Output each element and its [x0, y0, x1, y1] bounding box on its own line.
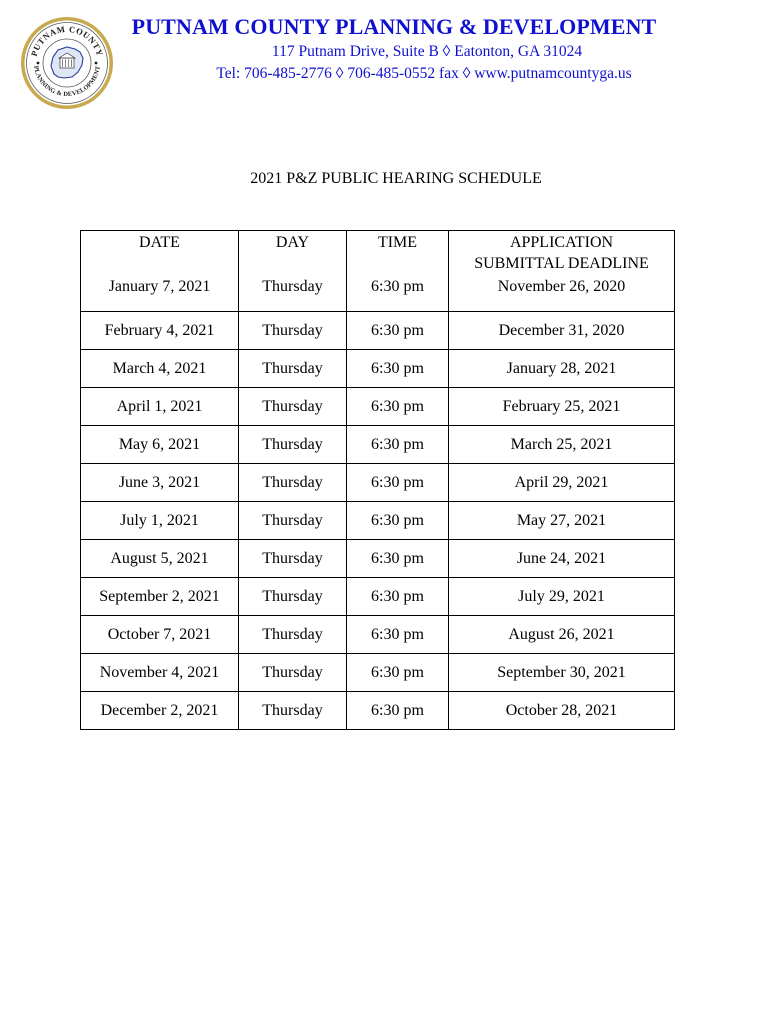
- organization-title: PUTNAM COUNTY PLANNING & DEVELOPMENT: [131, 14, 657, 39]
- hearing-time-cell: 6:30 pm: [347, 616, 449, 654]
- table-row: [81, 312, 675, 350]
- column-header-deadline-line1: APPLICATION: [509, 234, 614, 251]
- table-row: [81, 578, 675, 616]
- submittal-deadline-cell: September 30, 2021: [449, 654, 675, 692]
- hearing-date-cell: May 6, 2021: [81, 426, 239, 464]
- submittal-deadline-cell: June 24, 2021: [449, 540, 675, 578]
- organization-contact: Tel: 706-485-2776 ◊ 706-485-0552 fax ◊ www.putnamcountyga.us: [216, 65, 632, 82]
- hearing-date-cell: March 4, 2021: [81, 350, 239, 388]
- hearing-time-cell: 6:30 pm: [347, 388, 449, 426]
- document-title: 2021 P&Z PUBLIC HEARING SCHEDULE: [250, 170, 542, 187]
- submittal-deadline-cell: December 31, 2020: [449, 312, 675, 350]
- submittal-deadline-cell: January 28, 2021: [449, 350, 675, 388]
- hearing-date-cell: April 1, 2021: [81, 388, 239, 426]
- hearing-date-cell: November 4, 2021: [81, 654, 239, 692]
- hearing-day-cell: Thursday: [239, 276, 347, 312]
- hearing-time-cell: 6:30 pm: [347, 654, 449, 692]
- hearing-time-cell: 6:30 pm: [347, 502, 449, 540]
- submittal-deadline-cell: March 25, 2021: [449, 426, 675, 464]
- hearing-day-cell: Thursday: [239, 578, 347, 616]
- hearing-date-cell: October 7, 2021: [81, 616, 239, 654]
- column-header-deadline: [449, 231, 675, 277]
- hearing-time-cell: 6:30 pm: [347, 578, 449, 616]
- hearing-day-cell: Thursday: [239, 464, 347, 502]
- hearing-schedule-table: [80, 230, 675, 730]
- table-row: [81, 388, 675, 426]
- column-header-deadline-line2: SUBMITTAL DEADLINE: [474, 255, 649, 272]
- table-row: [81, 616, 675, 654]
- hearing-time-cell: 6:30 pm: [347, 426, 449, 464]
- hearing-time-cell: 6:30 pm: [347, 312, 449, 350]
- table-row: [81, 654, 675, 692]
- table-row: [81, 692, 675, 730]
- table-row: [81, 426, 675, 464]
- submittal-deadline-cell: August 26, 2021: [449, 616, 675, 654]
- submittal-deadline-cell: April 29, 2021: [449, 464, 675, 502]
- hearing-day-cell: Thursday: [239, 312, 347, 350]
- table-row: [81, 502, 675, 540]
- svg-text:PLANNING & DEVELOPMENT: PLANNING & DEVELOPMENT: [32, 65, 102, 99]
- hearing-date-cell: July 1, 2021: [81, 502, 239, 540]
- column-header-time: TIME: [347, 231, 449, 277]
- hearing-day-cell: Thursday: [239, 426, 347, 464]
- hearing-time-cell: 6:30 pm: [347, 540, 449, 578]
- column-header-day: DAY: [239, 231, 347, 277]
- hearing-day-cell: Thursday: [239, 616, 347, 654]
- hearing-date-cell: January 7, 2021: [81, 276, 239, 312]
- hearing-time-cell: 6:30 pm: [347, 276, 449, 312]
- table-row: [81, 540, 675, 578]
- submittal-deadline-cell: October 28, 2021: [449, 692, 675, 730]
- hearing-day-cell: Thursday: [239, 388, 347, 426]
- table-row: [81, 464, 675, 502]
- table-row: [81, 276, 675, 312]
- submittal-deadline-cell: July 29, 2021: [449, 578, 675, 616]
- hearing-day-cell: Thursday: [239, 692, 347, 730]
- submittal-deadline-cell: May 27, 2021: [449, 502, 675, 540]
- hearing-date-cell: February 4, 2021: [81, 312, 239, 350]
- hearing-time-cell: 6:30 pm: [347, 692, 449, 730]
- svg-text:PUTNAM COUNTY: PUTNAM COUNTY: [28, 23, 106, 58]
- organization-address: 117 Putnam Drive, Suite B ◊ Eatonton, GA 31024: [271, 43, 583, 60]
- hearing-day-cell: Thursday: [239, 502, 347, 540]
- hearing-date-cell: December 2, 2021: [81, 692, 239, 730]
- table-header-row: [81, 231, 675, 277]
- hearing-day-cell: Thursday: [239, 540, 347, 578]
- column-header-date: DATE: [81, 231, 239, 277]
- submittal-deadline-cell: November 26, 2020: [449, 276, 675, 312]
- hearing-time-cell: 6:30 pm: [347, 464, 449, 502]
- submittal-deadline-cell: February 25, 2021: [449, 388, 675, 426]
- hearing-date-cell: August 5, 2021: [81, 540, 239, 578]
- hearing-date-cell: June 3, 2021: [81, 464, 239, 502]
- county-seal-icon: [20, 16, 114, 110]
- hearing-day-cell: Thursday: [239, 654, 347, 692]
- hearing-date-cell: September 2, 2021: [81, 578, 239, 616]
- hearing-time-cell: 6:30 pm: [347, 350, 449, 388]
- table-row: [81, 350, 675, 388]
- hearing-day-cell: Thursday: [239, 350, 347, 388]
